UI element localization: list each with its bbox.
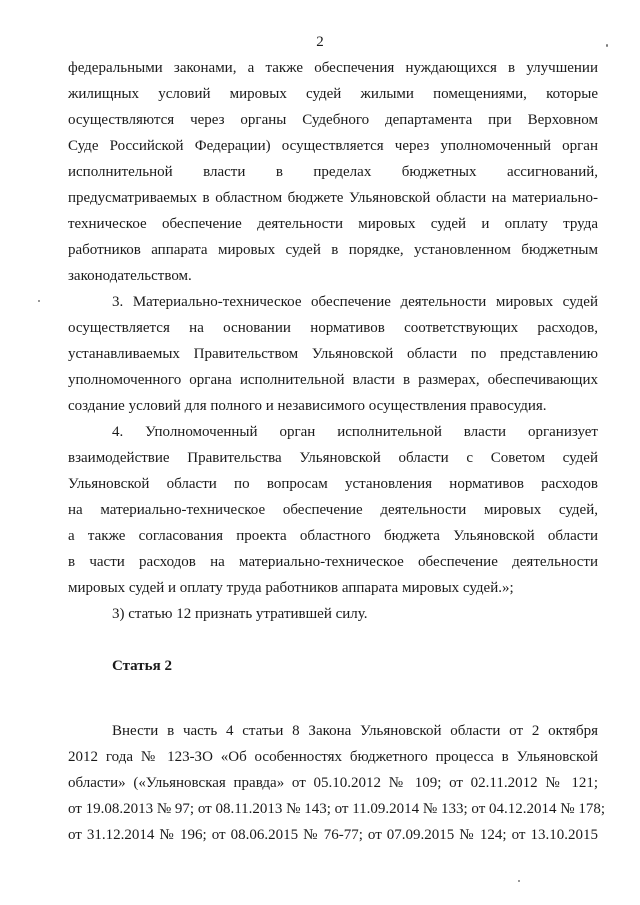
text-line: устанавливаемых Правительством Ульяновской области по представлению: [68, 346, 598, 362]
spacer: [68, 627, 598, 653]
page-number: 2: [316, 34, 324, 50]
text-line: в части расходов на материально-техническое обеспечение деятельности: [68, 554, 598, 570]
text-line: исполнительной власти в пределах бюджетных ассигнований,: [68, 164, 598, 180]
text-line: уполномоченного органа исполнительной власти в размерах, обеспечивающих: [68, 372, 598, 388]
scan-speck: [38, 300, 40, 302]
text-line: создание условий для полного и независимого осуществления правосудия.: [68, 398, 547, 414]
text-line: Суде Российской Федерации) осуществляется через уполномоченный орган: [68, 138, 598, 154]
text-line: работников аппарата мировых судей в порядке, установленном бюджетным: [68, 242, 598, 258]
article-heading: Статья 2: [112, 658, 172, 674]
paragraph: [68, 419, 598, 601]
text-line: законодательством.: [68, 268, 192, 284]
text-line: предусматриваемых в областном бюджете Ульяновской области на материально-: [68, 190, 598, 206]
text-line: техническое обеспечение деятельности мировых судей и оплату труда: [68, 216, 598, 232]
text-line: федеральными законами, а также обеспечения нуждающихся в улучшении: [68, 60, 598, 76]
text-line: Внести в часть 4 статьи 8 Закона Ульяновской области от 2 октября: [112, 723, 598, 739]
scan-speck: [518, 880, 520, 882]
paragraph: [68, 601, 598, 627]
text-line: 2012 года № 123-ЗО «Об особенностях бюджетного процесса в Ульяновской: [68, 749, 598, 765]
paragraph: [68, 55, 598, 289]
text-line: 4. Уполномоченный орган исполнительной власти организует: [112, 424, 598, 440]
text-line: взаимодействие Правительства Ульяновской области с Советом судей: [68, 450, 598, 466]
text-line: от 31.12.2014 № 196; от 08.06.2015 № 76-77; от 07.09.2015 № 124; от 13.10.2015: [68, 827, 598, 843]
text-line: Ульяновской области по вопросам установления нормативов расходов: [68, 476, 598, 492]
document-body: [68, 55, 605, 848]
text-line: от 19.08.2013 № 97; от 08.11.2013 № 143; от 11.09.2014 № 133; от 04.12.2014 № 178;: [68, 801, 605, 817]
text-line: 3. Материально-техническое обеспечение деятельности мировых судей: [112, 294, 598, 310]
text-line: а также согласования проекта областного бюджета Ульяновской области: [68, 528, 598, 544]
text-line: осуществляется на основании нормативов соответствующих расходов,: [68, 320, 598, 336]
text-line: 3) статью 12 признать утратившей силу.: [112, 606, 368, 622]
text-line: мировых судей и оплату труда работников аппарата мировых судей.»;: [68, 580, 514, 596]
text-line: осуществляются через органы Судебного департамента при Верховном: [68, 112, 598, 128]
text-line: на материально-техническое обеспечение деятельности мировых судей,: [68, 502, 598, 518]
paragraph: [68, 718, 605, 848]
scan-speck: [606, 44, 608, 47]
text-line: области» («Ульяновская правда» от 05.10.2012 № 109; от 02.11.2012 № 121;: [68, 775, 598, 791]
spacer: [68, 679, 598, 718]
text-line: жилищных условий мировых судей жилыми помещениями, которые: [68, 86, 598, 102]
paragraph: [68, 289, 598, 419]
